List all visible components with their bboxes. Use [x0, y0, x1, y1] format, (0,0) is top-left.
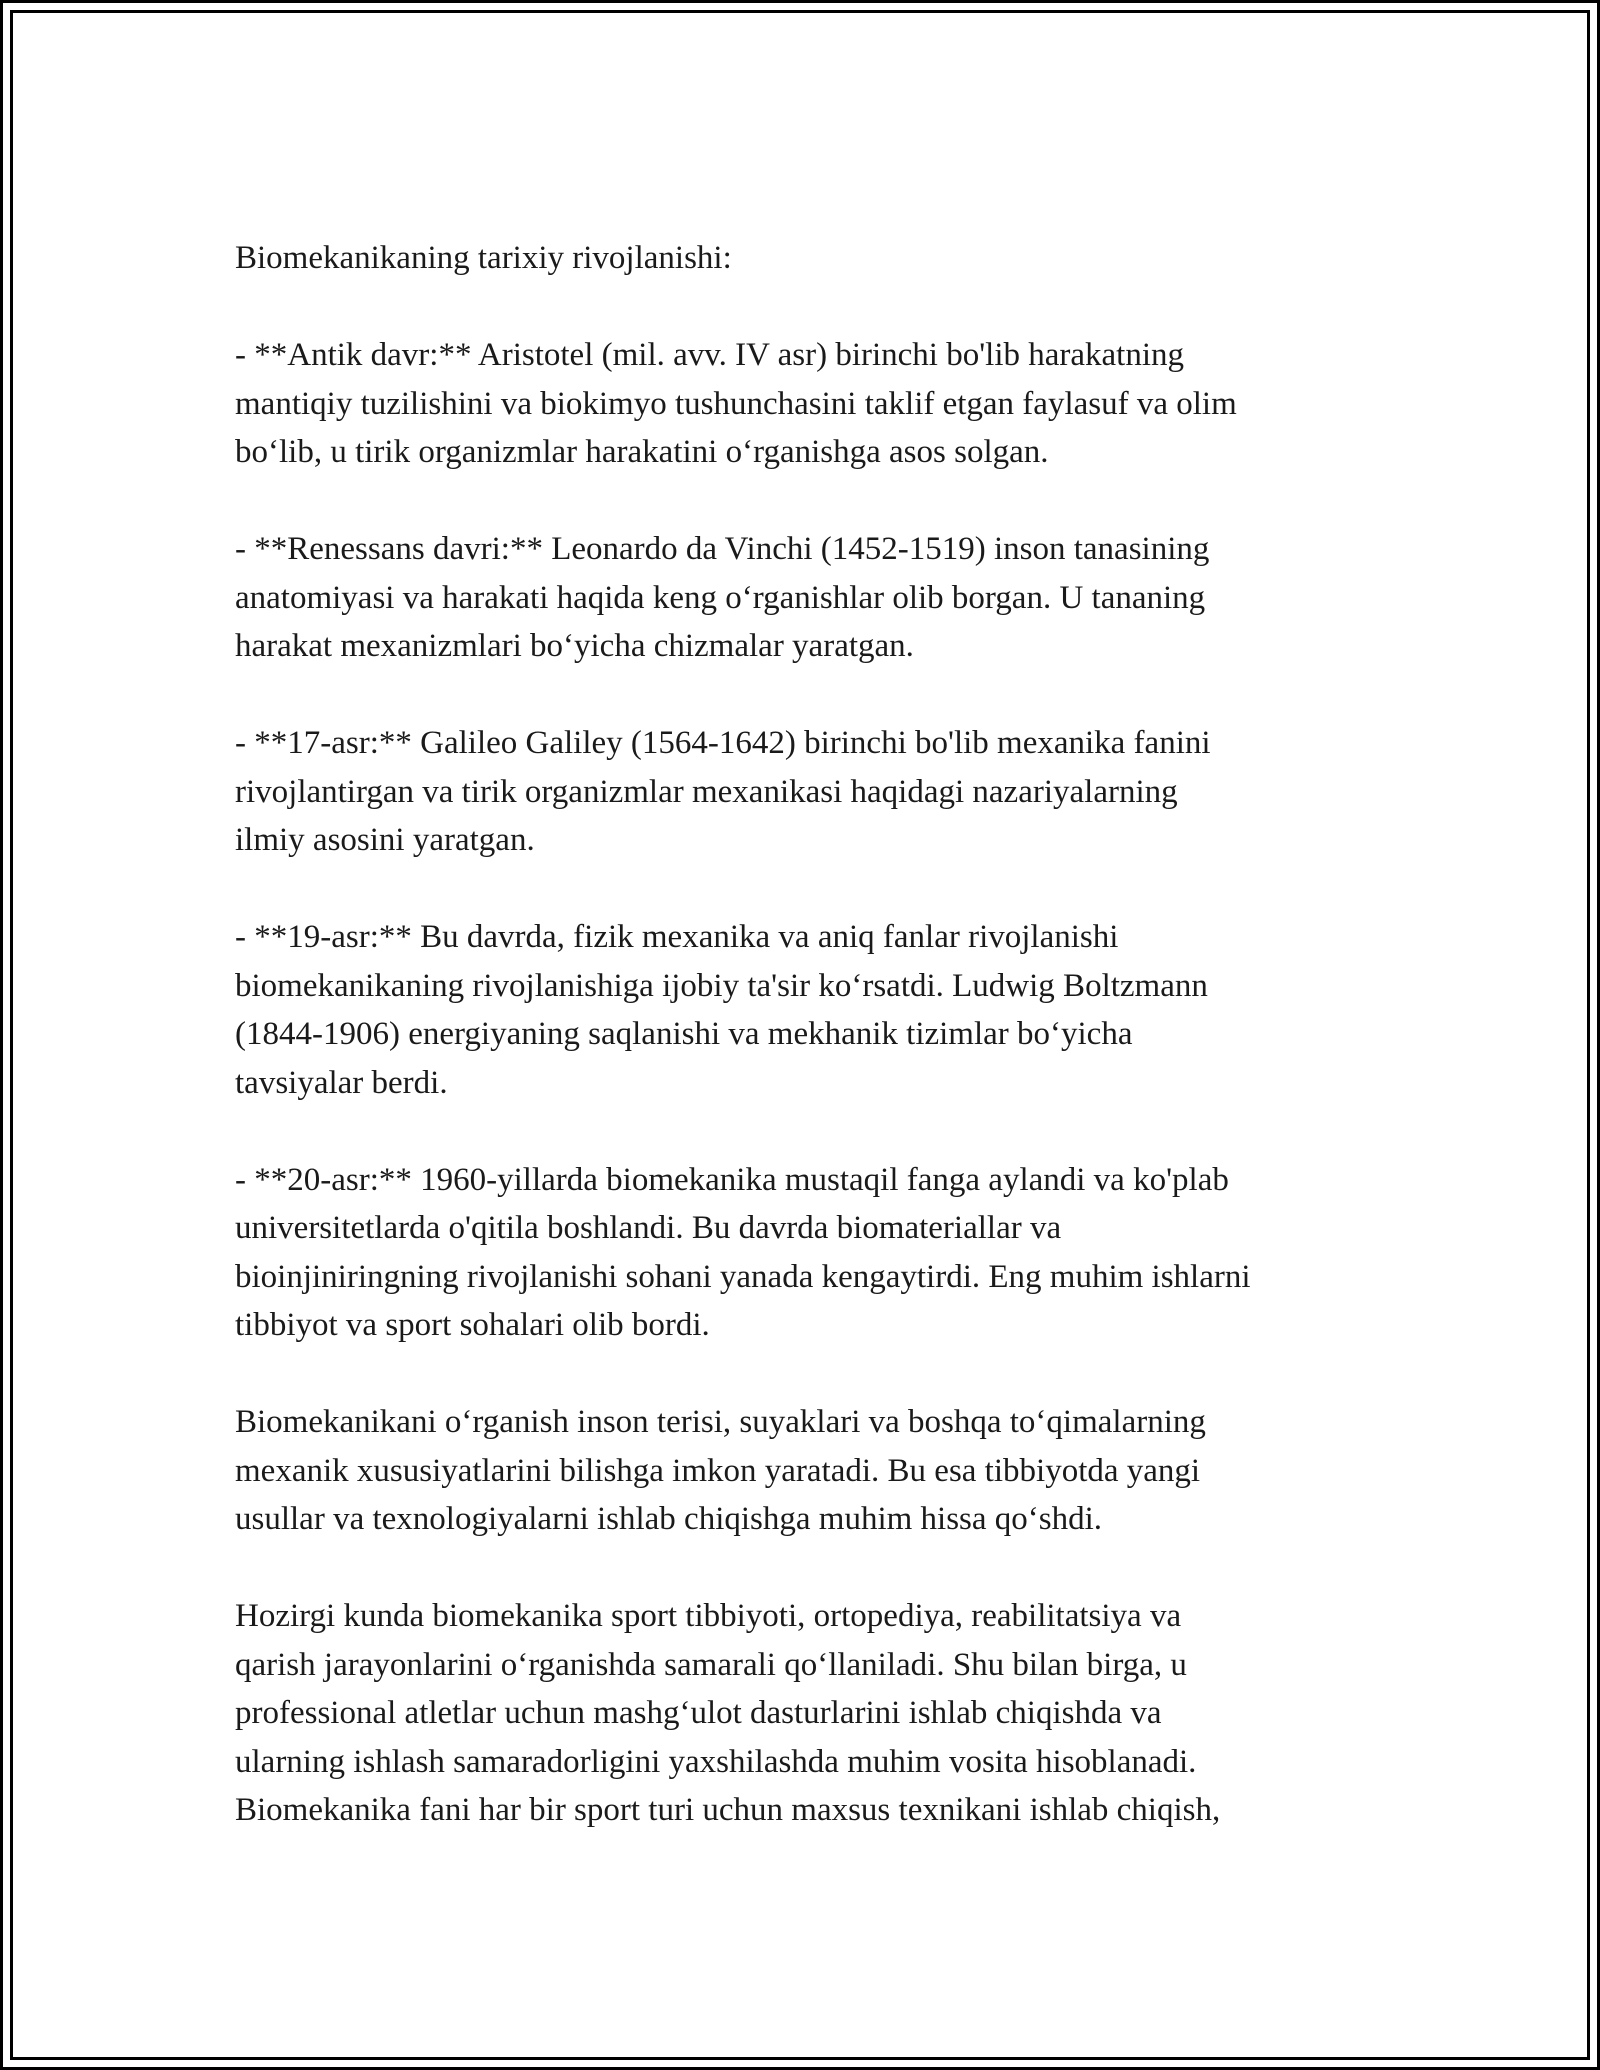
paragraph-antik-davr: - **Antik davr:** Aristotel (mil. avv. IV asr) birinchi bo'lib harakatning mantiqiy tuzilishini va biokimyo tushunchasini taklif etgan faylasuf va olim bo‘lib, u tirik organizmlar harakatini o‘rganishga asos solgan. — [235, 337, 1237, 470]
paragraph-renessans-davri: - **Renessans davri:** Leonardo da Vinchi (1452-1519) inson tanasining anatomiyasi va harakati haqida keng o‘rganishlar olib borgan. U tananing harakat mexanizmlari bo‘yicha chizmalar yaratgan. — [235, 531, 1210, 664]
document-body — [235, 234, 1385, 1835]
paragraph-hozirgi-kunda: Hozirgi kunda biomekanika sport tibbiyoti, ortopediya, reabilitatsiya va qarish jarayonlarini o‘rganishda samarali qo‘llaniladi. Shu bilan birga, u professional atletlar uchun mashg‘ulot dasturlarini ishlab chiqishda va ularning ishlash samaradorligini yaxshilashda muhim vosita hisoblanadi. Biomekanika fani har bir sport turi uchun maxsus texnikani ishlab chiqish, — [235, 1598, 1221, 1828]
paragraph-20-asr: - **20-asr:** 1960-yillarda biomekanika mustaqil fanga aylandi va ko'plab universitetlarda o'qitila boshlandi. Bu davrda biomateriallar va bioinjiniringning rivojlanishi sohani yanada kengaytirdi. Eng muhim ishlarni tibbiyot va sport sohalari olib bordi. — [235, 1161, 1251, 1343]
paragraph-17-asr: - **17-asr:** Galileo Galiley (1564-1642) birinchi bo'lib mexanika fanini rivojlantirgan va tirik organizmlar mexanikasi haqidagi nazariyalarning ilmiy asosini yaratgan. — [235, 725, 1211, 858]
paragraph-19-asr: - **19-asr:** Bu davrda, fizik mexanika va aniq fanlar rivojlanishi biomekanikaning rivojlanishiga ijobiy ta'sir ko‘rsatdi. Ludwig Boltzmann (1844-1906) energiyaning saqlanishi va mekhanik tizimlar bo‘yicha tavsiyalar berdi. — [235, 919, 1208, 1101]
document-heading: Biomekanikaning tarixiy rivojlanishi: — [235, 240, 732, 276]
paragraph-biomekanika-organish: Biomekanikani o‘rganish inson terisi, suyaklari va boshqa to‘qimalarning mexanik xususiyatlarini bilishga imkon yaratadi. Bu esa tibbiyotda yangi usullar va texnologiyalarni ishlab chiqishga muhim hissa qo‘shdi. — [235, 1404, 1206, 1537]
